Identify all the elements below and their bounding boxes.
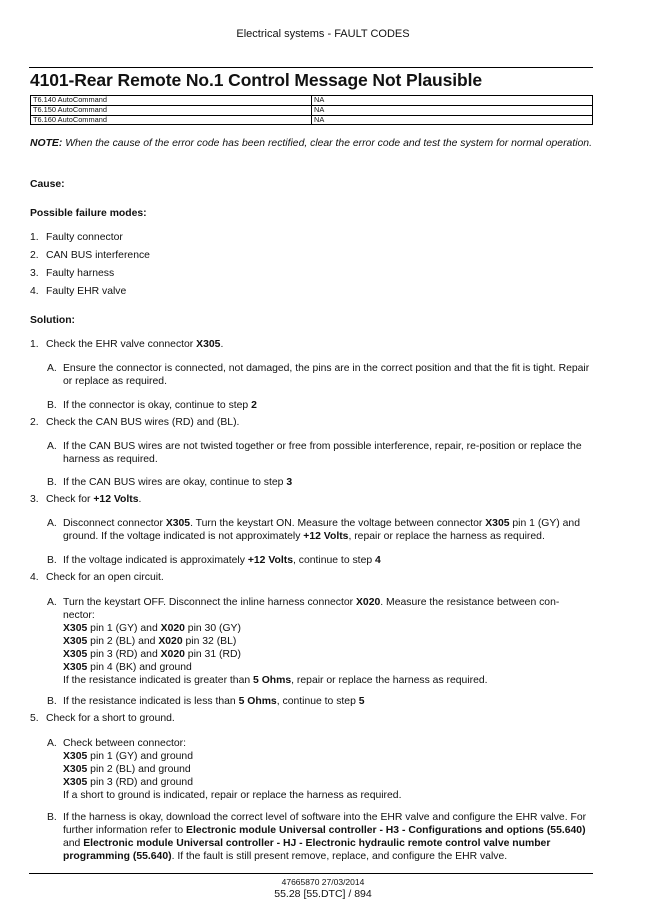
footer-rule xyxy=(29,873,593,874)
step-4-a: A. Turn the keystart OFF. Disconnect the inline harness connector X020. Measure the resistance between con- nector: X305 pin 1 (GY) and X020 pin 30 (GY) X305 pin 2 (BL) and X020 pin 32 (BL) X305 pin 3 (RD) and X020 pin 31 (RD) X305 pin 4 (BK) and ground If the resistance indicated is greater than 5 Ohms, repair or replace the harness as required. xyxy=(47,597,560,686)
solution-step-3: 3. Check for +12 Volts. xyxy=(30,494,142,505)
step-2-b: B. If the CAN BUS wires are okay, continue to step 3 xyxy=(47,477,293,488)
table-row: T6.140 AutoCommand NA xyxy=(31,96,593,106)
step-1-a: A. Ensure the connector is connected, not damaged, the pins are in the correct position and that the fit is tight. Repair or replace as required. xyxy=(47,363,590,387)
cause-heading: Cause: xyxy=(30,179,65,190)
note: NOTE: When the cause of the error code has been rectified, clear the error code and test the system for normal operation. xyxy=(30,138,592,149)
solution-step-5: 5. Check for a short to ground. xyxy=(30,713,175,724)
model-applicability-table xyxy=(30,95,593,125)
step-3-b: B. If the voltage indicated is approximately +12 Volts, continue to step 4 xyxy=(47,555,381,566)
solution-heading: Solution: xyxy=(30,315,76,326)
step-4-b: B. If the resistance indicated is less than 5 Ohms, continue to step 5 xyxy=(47,696,365,707)
step-3-a: A. Disconnect connector X305. Turn the keystart ON. Measure the voltage between connector X305 pin 1 (GY) and ground. If the voltage indicated is not approximately +12 Volts, repair or replace the harness as required. xyxy=(47,518,580,542)
step-2-a: A. If the CAN BUS wires are not twisted together or free from possible interference, repair, re-position or replace the harness as required. xyxy=(47,441,582,465)
solution-step-1: 1. Check the EHR valve connector X305. xyxy=(30,339,224,350)
step-5-a: A. Check between connector: X305 pin 1 (GY) and ground X305 pin 2 (BL) and ground X305 pin 3 (RD) and ground If a short to ground is indicated, repair or replace the harness as required. xyxy=(47,738,402,801)
page-number: 55.28 [55.DTC] / 894 xyxy=(274,888,372,900)
page-header: Electrical systems - FAULT CODES xyxy=(236,28,410,40)
list-item: 2. CAN BUS interference xyxy=(30,250,150,261)
list-item: 4. Faulty EHR valve xyxy=(30,286,127,297)
document-code: 47665870 27/03/2014 xyxy=(281,877,365,887)
list-item: 1. Faulty connector xyxy=(30,232,123,243)
solution-step-2: 2. Check the CAN BUS wires (RD) and (BL). xyxy=(30,417,240,428)
failure-modes-heading: Possible failure modes: xyxy=(30,208,147,219)
step-1-b: B. If the connector is okay, continue to step 2 xyxy=(47,400,257,411)
fault-code-title: 4101-Rear Remote No.1 Control Message Not Plausible xyxy=(30,70,482,90)
solution-step-4: 4. Check for an open circuit. xyxy=(30,572,164,583)
header-rule xyxy=(29,67,593,68)
step-5-b: B. If the harness is okay, download the correct level of software into the EHR valve and configure the EHR valve. For further information refer to Electronic module Universal controller - H3 - Configurations and options (55.640) and Electronic module Universal controller - HJ - Electronic hydraulic remote control valve number programming (55.640). If the fault is still present remove, replace, and configure the EHR valve. xyxy=(47,812,587,862)
list-item: 3. Faulty harness xyxy=(30,268,115,279)
table-row: T6.150 AutoCommand NA xyxy=(31,105,593,115)
table-row: T6.160 AutoCommand NA xyxy=(31,115,593,125)
